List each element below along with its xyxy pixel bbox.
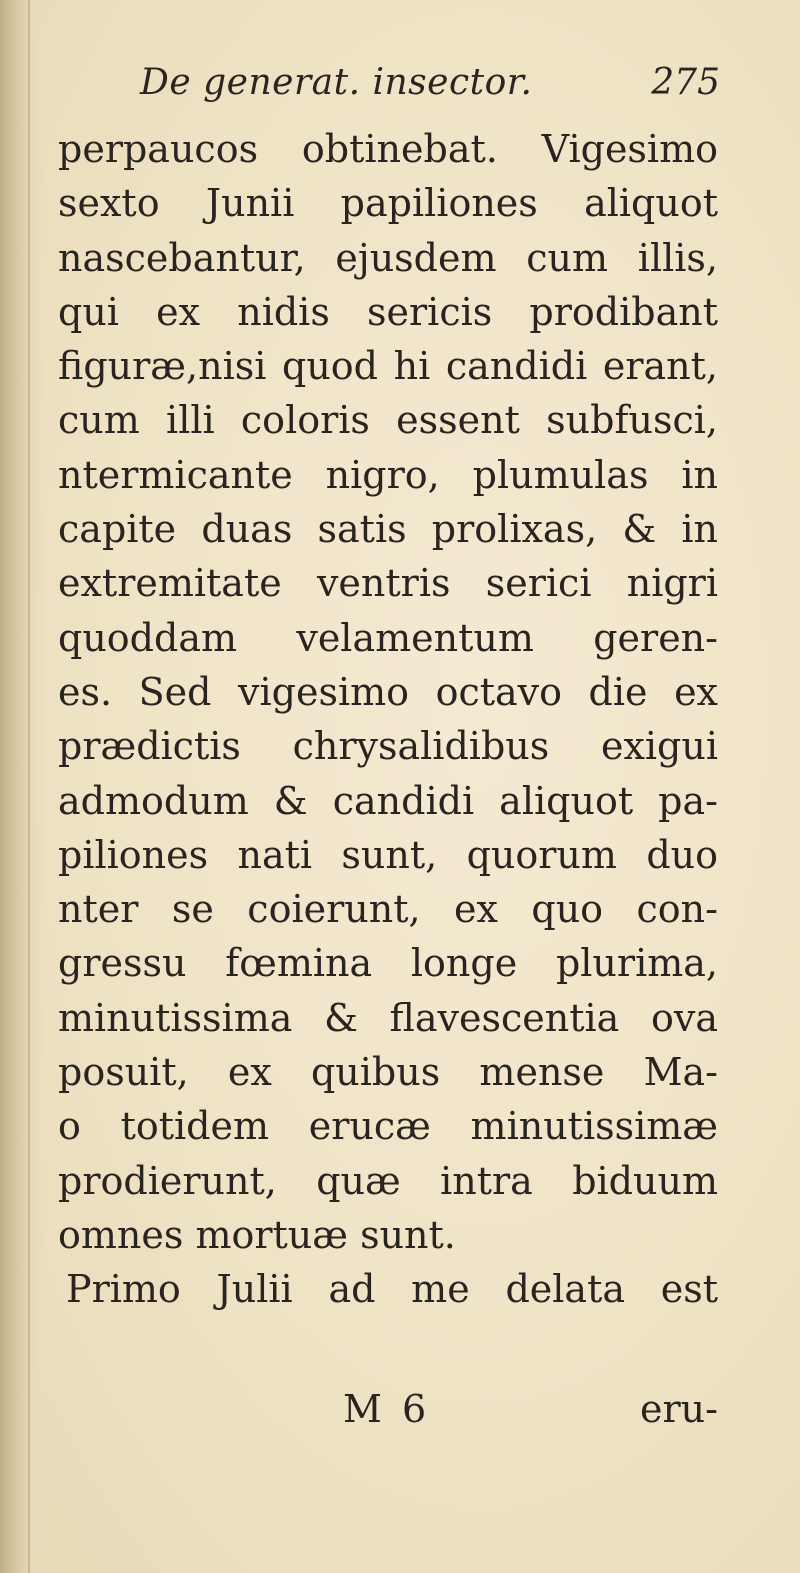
page-number: 275 <box>651 62 720 103</box>
page-header <box>140 62 720 112</box>
text-line: gressu fœmina longe plurima, <box>58 941 718 986</box>
binding-edge <box>28 0 30 1573</box>
text-line: es. Sed vigesimo octavo die ex <box>58 669 718 714</box>
signature-mark: M 6 <box>343 1387 431 1431</box>
text-line: prædictis chrysalidibus exigui <box>58 724 718 769</box>
text-line: cum illi coloris essent subfusci, <box>58 398 718 443</box>
text-line: perpaucos obtinebat. Vigesimo <box>58 127 718 171</box>
page-footer <box>58 1387 718 1437</box>
text-line: figuræ,nisi quod hi candidi erant, <box>58 344 718 389</box>
text-line: capite duas satis prolixas, & in <box>58 507 718 552</box>
text-line: quoddam velamentum geren- <box>58 615 718 660</box>
text-line: extremitate ventris serici nigri <box>58 561 718 606</box>
text-line: minutissima & flavescentia ova <box>58 995 718 1040</box>
catchword: eru- <box>640 1387 718 1431</box>
text-line: nascebantur, ejusdem cum illis, <box>58 235 718 280</box>
page-gutter-shadow <box>0 0 46 1573</box>
text-line: ntermicante nigro, plumulas in <box>58 452 718 497</box>
text-line: sexto Junii papiliones aliquot <box>58 181 718 226</box>
text-line: o totidem erucæ minutissimæ <box>58 1104 718 1149</box>
text-line: admodum & candidi aliquot pa- <box>58 778 718 823</box>
text-line: omnes mortuæ sunt. <box>58 1212 456 1257</box>
text-body <box>58 122 718 1317</box>
text-line: nter se coierunt, ex quo con- <box>58 887 718 932</box>
text-line: piliones nati sunt, quorum duo <box>58 832 718 877</box>
running-title: De generat. insector. <box>140 62 533 103</box>
text-line: prodierunt, quæ intra biduum <box>58 1158 718 1203</box>
text-line: Primo Julii ad me delata est <box>66 1267 718 1312</box>
text-line: posuit, ex quibus mense Ma- <box>58 1050 718 1095</box>
text-line: qui ex nidis sericis prodibant <box>58 289 718 334</box>
